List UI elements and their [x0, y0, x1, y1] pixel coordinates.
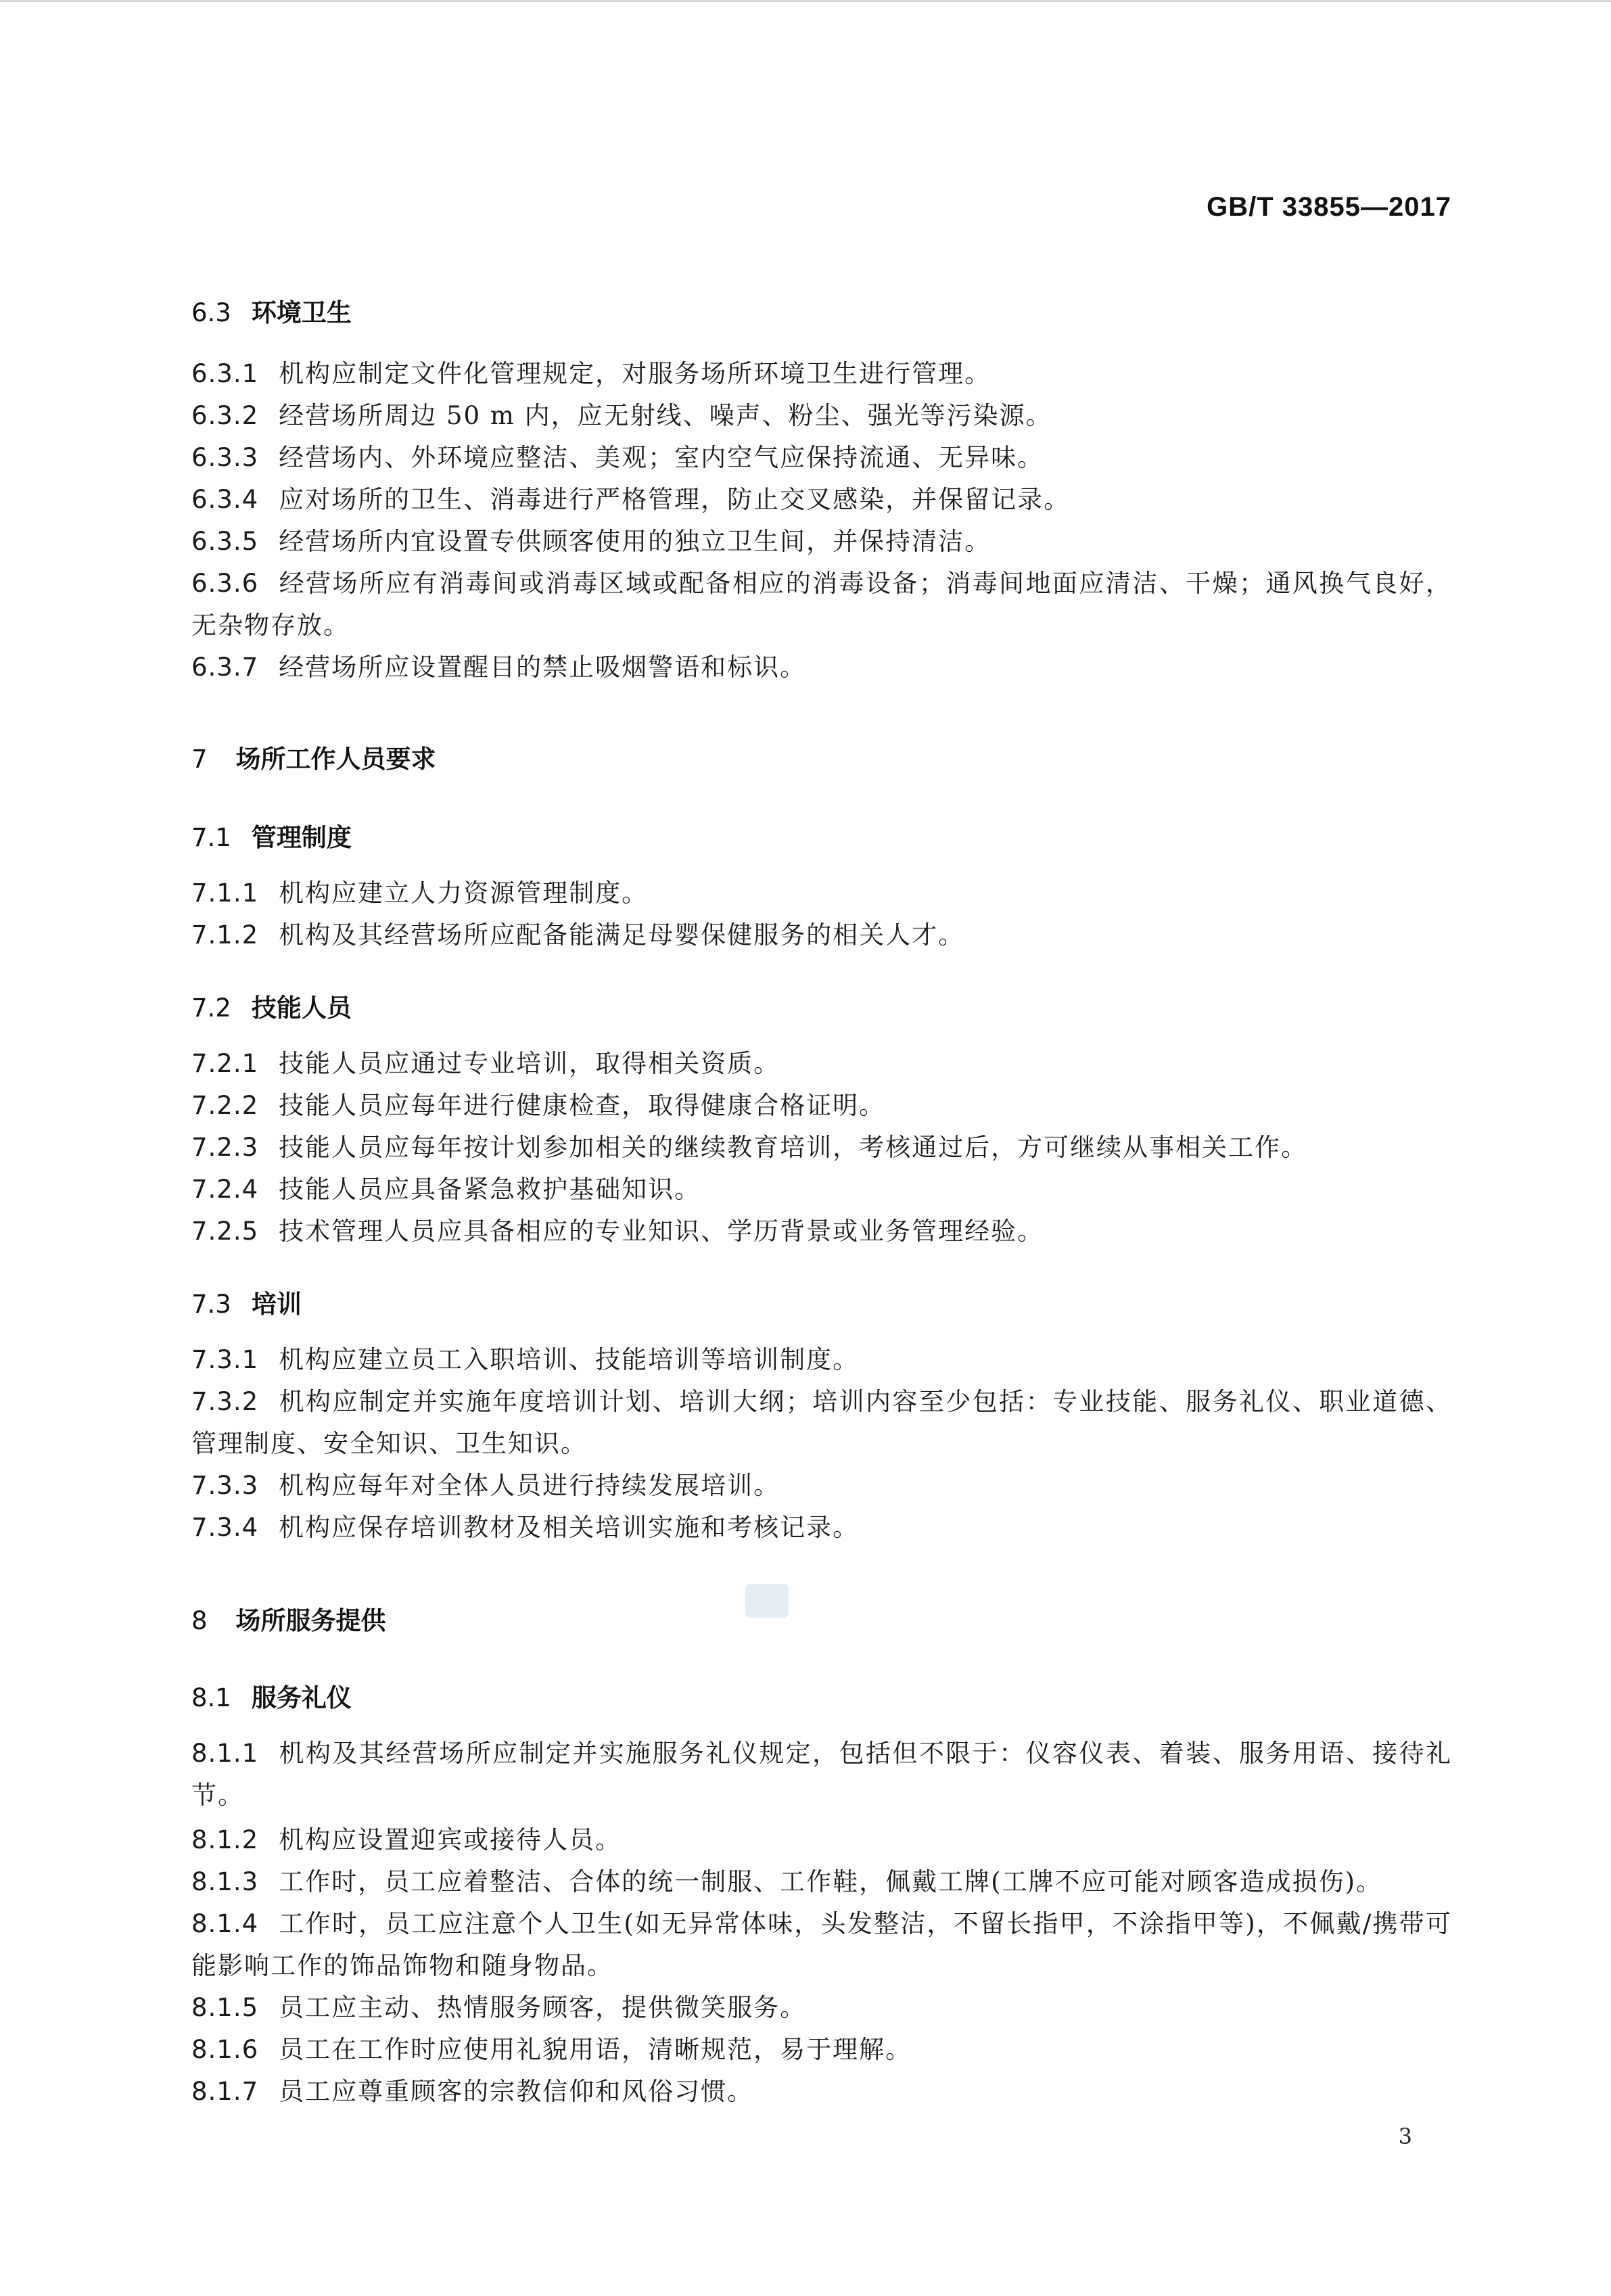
clause-number: 7.1.1: [191, 878, 259, 908]
clause-text: 工作时，员工应着整洁、合体的统一制服、工作鞋，佩戴工牌(工牌不应可能对顾客造成损伤)。: [279, 1867, 1383, 1896]
section-heading-7-1: [191, 817, 352, 853]
clause-text: 机构应保存培训教材及相关培训实施和考核记录。: [279, 1513, 860, 1542]
clause-number: 6.3.3: [191, 443, 259, 472]
section-number: 7.2: [191, 993, 231, 1023]
section-number: 8: [191, 1606, 208, 1635]
clause-7-2-4: [191, 1169, 1452, 1211]
clause-7-2-1: [191, 1043, 1452, 1085]
section-title: 环境卫生: [251, 298, 352, 327]
clause-8-1-2: [191, 1819, 1452, 1861]
clause-7-2-5: [191, 1211, 1452, 1252]
clause-text: 经营场所应有消毒间或消毒区域或配备相应的消毒设备；消毒间地面应清洁、干燥；通风换气良好，无杂物存放。: [191, 569, 1452, 640]
clause-6-3-1: [191, 353, 1452, 395]
section-heading-7-2: [191, 987, 352, 1024]
clause-text: 经营场内、外环境应整洁、美观；室内空气应保持流通、无异味。: [279, 443, 1044, 472]
clause-number: 8.1.4: [191, 1909, 259, 1938]
clause-number: 8.1.7: [191, 2077, 259, 2106]
section-heading-8-1: [191, 1677, 352, 1714]
clause-number: 7.2.2: [191, 1091, 259, 1120]
clause-number: 6.3.6: [191, 569, 259, 598]
clause-number: 6.3.7: [191, 653, 259, 682]
clause-text: 经营场所周边 50 m 内，应无射线、噪声、粉尘、强光等污染源。: [279, 401, 1052, 430]
clause-number: 7.3.4: [191, 1513, 259, 1542]
clause-7-3-2: [191, 1381, 1452, 1465]
section-heading-8: [191, 1600, 386, 1637]
section-title: 技能人员: [251, 993, 352, 1023]
clause-text: 机构应建立员工入职培训、技能培训等培训制度。: [279, 1345, 860, 1374]
section-heading-7-3: [191, 1284, 302, 1320]
clause-text: 机构及其经营场所应配备能满足母婴保健服务的相关人才。: [279, 920, 965, 950]
section-number: 7.3: [191, 1290, 231, 1319]
section-title: 场所服务提供: [235, 1606, 386, 1635]
clause-text: 技能人员应具备紧急救护基础知识。: [279, 1175, 701, 1204]
clause-number: 6.3.4: [191, 485, 259, 514]
clause-6-3-2: [191, 395, 1452, 437]
clause-6-3-3: [191, 437, 1452, 479]
clause-number: 8.1.5: [191, 1993, 259, 2022]
clause-7-3-4: [191, 1507, 1452, 1549]
top-border-line: [0, 0, 1611, 2]
clause-8-1-6: [191, 2029, 1452, 2071]
section-title: 场所工作人员要求: [235, 745, 436, 774]
clause-number: 8.1.2: [191, 1825, 259, 1854]
clause-text: 机构应建立人力资源管理制度。: [279, 878, 649, 908]
clause-8-1-4: [191, 1903, 1452, 1987]
clause-8-1-5: [191, 1987, 1452, 2029]
clause-6-3-4: [191, 479, 1452, 521]
clause-6-3-5: [191, 521, 1452, 563]
section-number: 7: [191, 745, 208, 774]
clause-6-3-6: [191, 563, 1452, 647]
clause-text: 机构应设置迎宾或接待人员。: [279, 1825, 622, 1854]
clause-number: 8.1.6: [191, 2035, 259, 2064]
page-number: 3: [1398, 2124, 1412, 2149]
clause-text: 应对场所的卫生、消毒进行严格管理，防止交叉感染，并保留记录。: [279, 485, 1071, 514]
clause-7-1-1: [191, 872, 1452, 914]
clause-text: 员工在工作时应使用礼貌用语，清晰规范，易于理解。: [279, 2035, 912, 2064]
clause-7-2-3: [191, 1127, 1452, 1169]
clause-number: 7.3.2: [191, 1387, 259, 1416]
clause-text: 工作时，员工应注意个人卫生(如无异常体味，头发整洁，不留长指甲，不涂指甲等)，不佩戴/携带可能影响工作的饰品饰物和随身物品。: [191, 1909, 1452, 1980]
clause-number: 7.2.5: [191, 1217, 259, 1246]
standard-code: GB/T 33855—2017: [1207, 192, 1451, 222]
clause-8-1-3: [191, 1861, 1452, 1903]
clause-text: 机构及其经营场所应制定并实施服务礼仪规定，包括但不限于：仪容仪表、着装、服务用语、接待礼节。: [191, 1739, 1452, 1810]
clause-number: 7.2.4: [191, 1175, 259, 1204]
clause-number: 7.1.2: [191, 920, 259, 950]
clause-text: 员工应主动、热情服务顾客，提供微笑服务。: [279, 1993, 807, 2022]
clause-number: 6.3.5: [191, 527, 259, 556]
clause-text: 技能人员应通过专业培训，取得相关资质。: [279, 1049, 780, 1078]
section-heading-6-3: [191, 292, 352, 329]
clause-text: 员工应尊重顾客的宗教信仰和风俗习惯。: [279, 2077, 754, 2106]
section-number: 8.1: [191, 1683, 231, 1712]
clause-7-3-1: [191, 1339, 1452, 1381]
clause-number: 8.1.3: [191, 1867, 259, 1896]
section-title: 培训: [251, 1290, 302, 1319]
clause-number: 6.3.2: [191, 401, 259, 430]
watermark-logo-icon: [745, 1584, 789, 1618]
clause-7-3-3: [191, 1465, 1452, 1507]
section-number: 7.1: [191, 823, 231, 852]
clause-8-1-7: [191, 2071, 1452, 2113]
clause-text: 技术管理人员应具备相应的专业知识、学历背景或业务管理经验。: [279, 1217, 1044, 1246]
clause-text: 技能人员应每年进行健康检查，取得健康合格证明。: [279, 1091, 886, 1120]
clause-7-2-2: [191, 1085, 1452, 1127]
clause-text: 机构应每年对全体人员进行持续发展培训。: [279, 1471, 780, 1500]
clause-number: 7.3.1: [191, 1345, 259, 1374]
clause-number: 8.1.1: [191, 1739, 259, 1768]
clause-8-1-1: [191, 1733, 1452, 1817]
clause-number: 7.3.3: [191, 1471, 259, 1500]
clause-number: 7.2.1: [191, 1049, 259, 1078]
clause-text: 机构应制定文件化管理规定，对服务场所环境卫生进行管理。: [279, 359, 991, 388]
clause-text: 经营场所内宜设置专供顾客使用的独立卫生间，并保持清洁。: [279, 527, 991, 556]
clause-number: 7.2.3: [191, 1133, 259, 1162]
section-title: 管理制度: [251, 823, 352, 852]
section-title: 服务礼仪: [251, 1683, 352, 1712]
section-heading-7: [191, 739, 436, 775]
clause-text: 经营场所应设置醒目的禁止吸烟警语和标识。: [279, 653, 807, 682]
clause-text: 机构应制定并实施年度培训计划、培训大纲；培训内容至少包括：专业技能、服务礼仪、职业道德、管理制度、安全知识、卫生知识。: [191, 1387, 1452, 1458]
clause-text: 技能人员应每年按计划参加相关的继续教育培训，考核通过后，方可继续从事相关工作。: [279, 1133, 1308, 1162]
section-number: 6.3: [191, 298, 231, 327]
clause-number: 6.3.1: [191, 359, 259, 388]
clause-7-1-2: [191, 914, 1452, 956]
clause-6-3-7: [191, 647, 1452, 688]
